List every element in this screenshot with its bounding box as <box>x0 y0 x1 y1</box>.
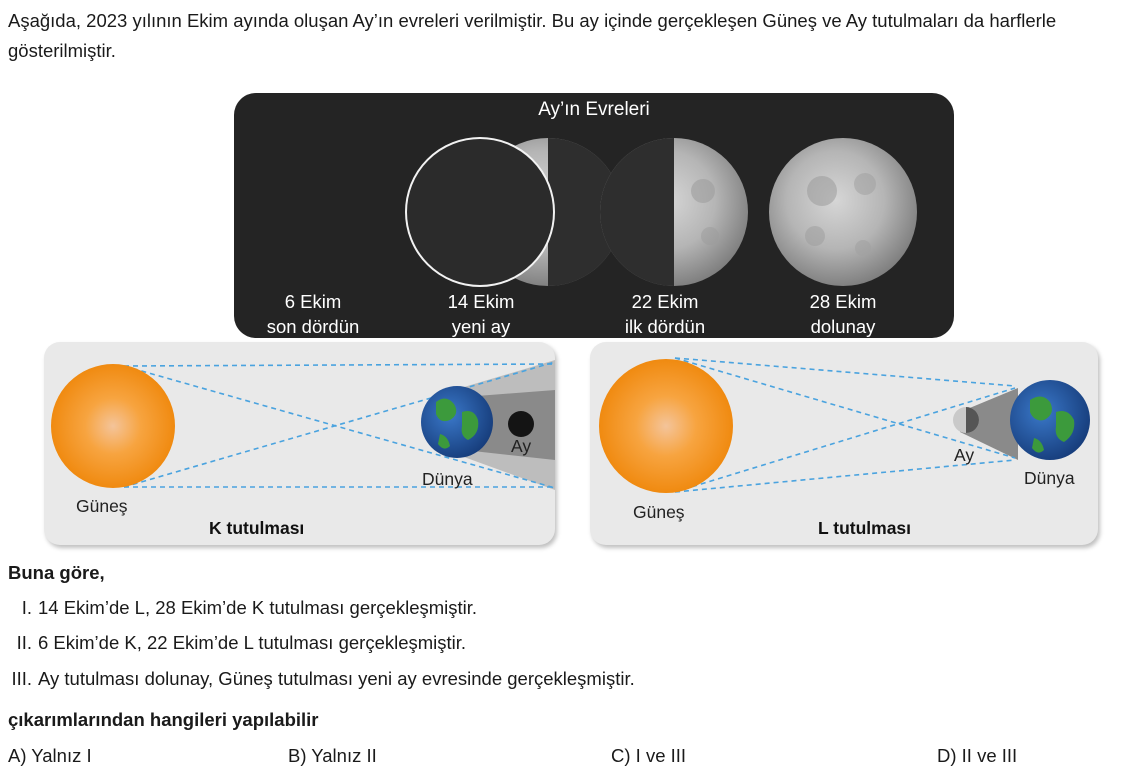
phase-label-new-moon: 14 Ekim yeni ay <box>447 291 515 337</box>
intro-text: Aşağıda, 2023 yılının Ekim ayında oluşan Ay’ın evreleri verilmiştir. Bu ay içinde gerçekleşen Güneş ve Ay tutulmaları da harflerle gösterilmiştir. <box>8 10 1057 61</box>
sun-label: Güneş <box>633 502 685 522</box>
eclipse-l-caption: L tutulması <box>818 518 912 538</box>
earth-label: Dünya <box>1024 468 1075 488</box>
sun-icon <box>51 364 175 488</box>
earth-icon <box>1010 380 1090 460</box>
question-prompt: çıkarımlarından hangileri yapılabilir <box>8 709 319 730</box>
moon-label: Ay <box>954 445 975 465</box>
moon-label: Ay <box>511 436 532 456</box>
sun-icon <box>599 359 733 493</box>
moon-first-quarter-icon <box>598 136 750 288</box>
eclipse-k-caption: K tutulması <box>209 518 305 538</box>
phase-label-full-moon: 28 Ekim dolunay <box>809 291 877 337</box>
option-c[interactable]: C) I ve III <box>611 745 687 766</box>
phases-title: Ay’ın Evreleri <box>538 99 650 120</box>
phase-label-first-quarter: 22 Ekim ilk dördün <box>624 291 706 337</box>
eclipse-l-panel <box>590 342 1098 545</box>
question-lead: Buna göre, <box>8 562 105 583</box>
statement-2: II. 6 Ekim’de K, 22 Ekim’de L tutulması gerçekleşmiştir. <box>16 632 467 653</box>
earth-label: Dünya <box>422 469 473 489</box>
earth-icon <box>421 386 493 458</box>
option-a[interactable]: A) Yalnız I <box>8 745 92 766</box>
eclipse-k-panel <box>44 342 555 545</box>
moon-new-moon-icon <box>404 136 556 288</box>
sun-label: Güneş <box>76 496 128 516</box>
moon-phases-panel <box>234 93 954 338</box>
moon-full-moon-icon <box>767 136 919 288</box>
phase-label-last-quarter: 6 Ekim son dördün <box>266 291 360 337</box>
moon-in-shadow-icon <box>508 411 534 437</box>
option-b[interactable]: B) Yalnız II <box>288 745 377 766</box>
statement-1: I. 14 Ekim’de L, 28 Ekim’de K tutulması gerçekleşmiştir. <box>21 597 478 618</box>
statement-3: III. Ay tutulması dolunay, Güneş tutulması yeni ay evresinde gerçekleşmiştir. <box>11 668 635 689</box>
option-d[interactable]: D) II ve III <box>937 745 1018 766</box>
